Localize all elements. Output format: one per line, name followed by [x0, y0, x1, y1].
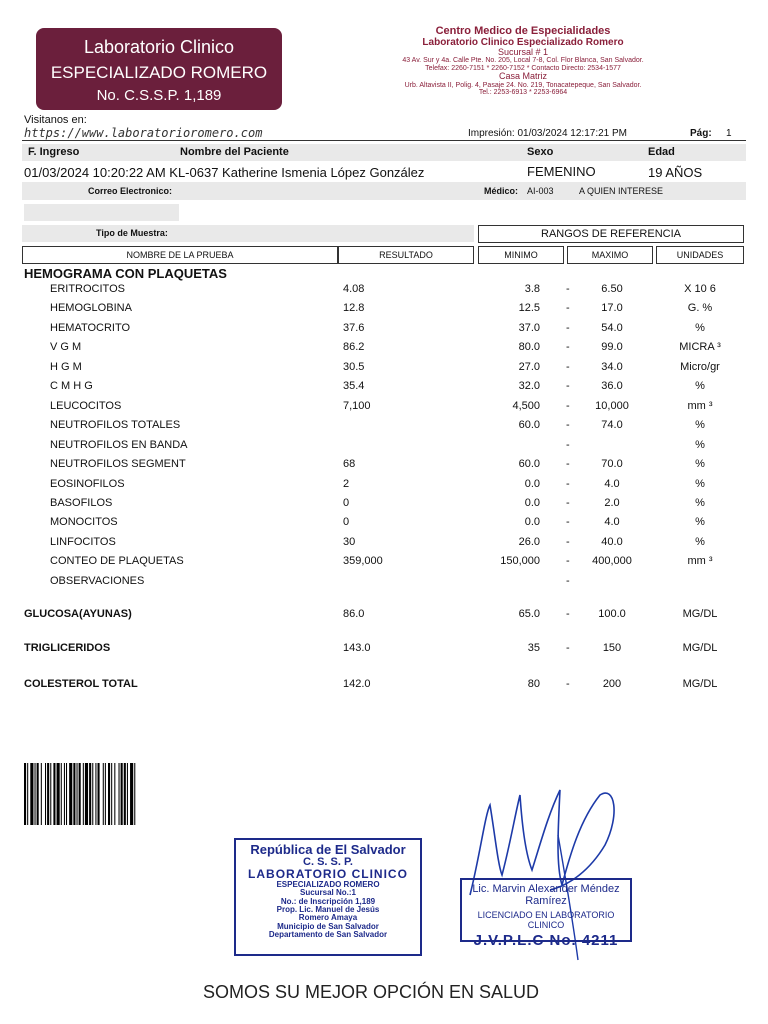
range-dash: - — [566, 555, 570, 568]
range-min: 32.0 — [518, 380, 540, 393]
ingreso-label: F. Ingreso — [28, 146, 80, 158]
website-link[interactable]: https://www.laboratorioromero.com — [24, 126, 263, 140]
test-unit: Micro/gr — [680, 360, 720, 373]
test-result: 4.08 — [343, 283, 365, 295]
range-min: 27.0 — [518, 360, 540, 373]
range-max: 150 — [602, 642, 622, 654]
range-dash: - — [566, 341, 570, 354]
test-unit: % — [695, 419, 705, 432]
test-name: CONTEO DE PLAQUETAS — [50, 555, 184, 568]
barcode-bar — [50, 763, 51, 825]
test-unit: % — [695, 516, 705, 529]
test-name: HEMATOCRITO — [50, 321, 131, 334]
range-dash: - — [566, 302, 570, 315]
visit-label: Visitanos en: — [24, 114, 87, 126]
range-dash: - — [566, 321, 570, 334]
test-result: 30.5 — [343, 360, 365, 373]
reference-ranges-header: RANGOS DE REFERENCIA — [478, 225, 744, 243]
test-name: C M H G — [50, 380, 93, 393]
col-units: UNIDADES — [656, 246, 744, 264]
range-dash: - — [566, 438, 570, 451]
range-min: 80 — [527, 678, 540, 690]
test-name: LINFOCITOS — [50, 535, 116, 548]
footer-slogan: SOMOS SU MEJOR OPCIÓN EN SALUD — [202, 982, 540, 1002]
test-unit: % — [695, 458, 705, 471]
range-dash: - — [566, 642, 570, 654]
test-name: BASOFILOS — [50, 496, 113, 509]
barcode-bar — [53, 763, 55, 825]
range-max: 200 — [602, 678, 622, 690]
test-result: 143.0 — [343, 642, 371, 654]
nombre-label: Nombre del Paciente — [180, 146, 289, 158]
test-unit: % — [695, 380, 705, 393]
col-test-name: NOMBRE DE LA PRUEBA — [22, 246, 338, 264]
table-row — [0, 575, 768, 593]
license-number: J.V.P.L.C No. 4211 — [473, 932, 619, 949]
test-result: 86.2 — [343, 341, 365, 354]
test-result: 0 — [343, 496, 350, 509]
barcode-bar — [77, 763, 78, 825]
logo-line-3: No. C.S.S.P. 1,189 — [96, 87, 222, 104]
table-row — [0, 516, 768, 534]
barcode-bar — [105, 763, 106, 825]
range-max: 4.0 — [604, 516, 620, 529]
range-dash: - — [566, 360, 570, 373]
test-result: 142.0 — [343, 678, 371, 690]
email-label: Correo Electronico: — [88, 186, 173, 196]
sexo-label: Sexo — [527, 146, 554, 158]
barcode-bar — [124, 763, 126, 825]
range-max: 40.0 — [601, 535, 623, 548]
range-dash: - — [566, 283, 570, 295]
barcode-bar — [35, 763, 36, 825]
barcode-bar — [41, 763, 42, 825]
test-unit: X 10 6 — [684, 283, 716, 295]
range-dash: - — [566, 535, 570, 548]
barcode-bar — [45, 763, 46, 825]
range-dash: - — [566, 516, 570, 529]
range-min: 0.0 — [524, 477, 540, 490]
blank-field — [24, 204, 179, 221]
test-unit: % — [695, 477, 705, 490]
test-unit: MG/DL — [682, 642, 718, 654]
logo-line-2: ESPECIALIZADO ROMERO — [50, 63, 268, 82]
range-dash: - — [566, 574, 570, 587]
barcode-bar — [95, 763, 96, 825]
test-name: NEUTROFILOS TOTALES — [50, 419, 181, 432]
test-name: NEUTROFILOS EN BANDA — [50, 438, 188, 451]
test-result: 37.6 — [343, 321, 365, 334]
test-result: 2 — [343, 477, 350, 490]
branch-address: 43 Av. Sur y 4a. Calle Pte. No. 205, Local 7-8, Col. Flor Blanca, San Salvador. — [402, 57, 644, 65]
range-min: 3.8 — [524, 283, 540, 295]
barcode-bar — [27, 763, 28, 825]
range-max: 17.0 — [601, 302, 623, 315]
range-dash: - — [566, 419, 570, 432]
stamp-line-6: No.: de Inscripción 1,189 — [280, 896, 376, 906]
test-name: NEUTROFILOS SEGMENT — [50, 458, 186, 471]
range-dash: - — [566, 380, 570, 393]
barcode-bar — [119, 763, 120, 825]
edad-label: Edad — [648, 146, 675, 158]
patient-sex: FEMENINO — [527, 164, 596, 179]
barcode-bar — [85, 763, 88, 825]
test-result: 12.8 — [343, 302, 365, 315]
license-title: LICENCIADO EN LABORATORIO CLINICO — [477, 910, 615, 930]
test-unit: G. % — [687, 302, 713, 315]
test-name: EOSINOFILOS — [50, 477, 125, 490]
test-result: 68 — [343, 458, 356, 471]
range-max: 10,000 — [595, 399, 629, 412]
table-row — [0, 536, 768, 554]
range-max: 74.0 — [601, 419, 623, 432]
table-row — [0, 678, 768, 696]
barcode-bar — [24, 763, 26, 825]
test-unit: % — [695, 438, 705, 451]
test-result: 30 — [343, 535, 356, 548]
barcode-bar — [89, 763, 91, 825]
range-max: 34.0 — [601, 360, 623, 373]
test-name: H G M — [50, 360, 82, 373]
table-row — [0, 439, 768, 457]
lab-stamp — [234, 838, 422, 956]
table-row — [0, 361, 768, 379]
test-name: GLUCOSA(AYUNAS) — [24, 608, 132, 620]
test-unit: MICRA ³ — [679, 341, 721, 354]
range-max: 36.0 — [601, 380, 623, 393]
center-info — [318, 26, 728, 96]
stamp-line-1: República de El Salvador — [250, 842, 406, 857]
stamp-line-4: ESPECIALIZADO ROMERO — [276, 879, 380, 889]
barcode-bar — [114, 763, 115, 825]
barcode — [24, 763, 224, 825]
range-max: 400,000 — [592, 555, 632, 568]
col-max: MAXIMO — [567, 246, 653, 264]
test-unit: mm ³ — [687, 399, 713, 412]
table-row — [0, 555, 768, 573]
barcode-bar — [98, 763, 100, 825]
sample-type-label: Tipo de Muestra: — [96, 228, 168, 238]
barcode-bar — [111, 763, 112, 825]
license-stamp — [460, 878, 632, 949]
col-min: MINIMO — [478, 246, 564, 264]
range-max: 2.0 — [604, 496, 620, 509]
barcode-bar — [83, 763, 84, 825]
page-number: 1 — [726, 128, 732, 139]
center-title: Centro Medico de Especialidades — [435, 25, 611, 37]
medico-name: A QUIEN INTERESE — [579, 186, 664, 196]
range-min: 4,500 — [512, 399, 540, 412]
license-name: Lic. Marvin Alexander Méndez Ramírez — [472, 883, 620, 907]
test-name: MONOCITOS — [50, 516, 118, 529]
page-label: Pág: — [690, 128, 712, 139]
print-timestamp: Impresión: 01/03/2024 12:17:21 PM — [468, 128, 627, 139]
test-name: TRIGLICERIDOS — [24, 642, 111, 654]
range-max: 100.0 — [598, 608, 626, 620]
test-result: 35.4 — [343, 380, 365, 393]
test-unit: % — [695, 496, 705, 509]
range-dash: - — [566, 608, 570, 620]
range-max: 54.0 — [601, 321, 623, 334]
barcode-bar — [66, 763, 67, 825]
table-row — [0, 302, 768, 320]
sample-band — [22, 225, 474, 242]
barcode-bar — [134, 763, 135, 825]
table-row — [0, 341, 768, 359]
barcode-bar — [108, 763, 110, 825]
table-row — [0, 400, 768, 418]
barcode-bar — [127, 763, 128, 825]
test-unit: mm ³ — [687, 555, 713, 568]
col-result: RESULTADO — [338, 246, 474, 264]
barcode-bar — [30, 763, 33, 825]
barcode-bar — [64, 763, 65, 825]
range-min: 35 — [527, 642, 540, 654]
stamp-line-5: Sucursal No.:1 — [299, 888, 356, 898]
test-result: 359,000 — [343, 555, 383, 568]
table-row — [0, 497, 768, 515]
stamp-line-8: Romero Amaya — [298, 913, 358, 923]
main-address: Urb. Altavista II, Polig. 4, Pasaje 24. No. 219, Tonacatepeque, San Salvador. — [404, 81, 642, 89]
range-min: 60.0 — [518, 419, 540, 432]
medico-label: Médico: — [484, 186, 519, 196]
range-dash: - — [566, 477, 570, 490]
table-row — [0, 380, 768, 398]
range-max: 4.0 — [604, 477, 620, 490]
range-min: 60.0 — [518, 458, 540, 471]
table-row — [0, 608, 768, 626]
range-min: 65.0 — [518, 608, 540, 620]
branch-phones: Telefax: 2260-7151 * 2260-7152 * Contacto Directo: 2534-1577 — [425, 64, 621, 72]
stamp-line-10: Departamento de San Salvador — [268, 930, 388, 940]
table-row — [0, 642, 768, 660]
stamp-line-2: C. S. S. P. — [303, 855, 353, 868]
test-unit: MG/DL — [682, 678, 718, 690]
table-row — [0, 322, 768, 340]
branch: Sucursal # 1 — [497, 47, 549, 58]
barcode-bar — [37, 763, 39, 825]
range-dash: - — [566, 678, 570, 690]
test-result: 0 — [343, 516, 350, 529]
range-min: 26.0 — [518, 535, 540, 548]
range-max: 6.50 — [601, 283, 623, 295]
barcode-bar — [61, 763, 62, 825]
range-dash: - — [566, 458, 570, 471]
test-result: 7,100 — [343, 399, 371, 412]
patient-header-band — [22, 144, 746, 161]
barcode-bar — [47, 763, 49, 825]
range-min: 80.0 — [518, 341, 540, 354]
table-row — [0, 283, 768, 301]
main-house: Casa Matriz — [498, 71, 547, 82]
divider — [22, 140, 746, 141]
stamp-line-3: LABORATORIO CLINICO — [248, 867, 408, 882]
range-min: 150,000 — [500, 555, 540, 568]
barcode-bar — [73, 763, 75, 825]
range-min: 0.0 — [524, 496, 540, 509]
main-phones: Tel.: 2253-6913 * 2253-6964 — [478, 88, 568, 96]
range-min: 12.5 — [518, 302, 540, 315]
range-min: 0.0 — [524, 516, 540, 529]
barcode-bar — [121, 763, 123, 825]
logo-line-1: Laboratorio Clinico — [83, 37, 235, 57]
table-row — [0, 458, 768, 476]
range-min: 37.0 — [518, 321, 540, 334]
section-title: HEMOGRAMA CON PLAQUETAS — [24, 266, 227, 281]
test-name: HEMOGLOBINA — [50, 302, 132, 315]
test-name: V G M — [50, 341, 82, 354]
barcode-bar — [103, 763, 104, 825]
stamp-line-9: Municipio de San Salvador — [277, 921, 379, 931]
range-max: 99.0 — [601, 341, 623, 354]
barcode-bar — [130, 763, 133, 825]
range-dash: - — [566, 399, 570, 412]
table-row — [0, 419, 768, 437]
lab-name: Laboratorio Clinico Especializado Romero — [422, 36, 624, 48]
test-name: LEUCOCITOS — [50, 399, 122, 412]
test-unit: % — [695, 535, 705, 548]
stamp-line-7: Prop. Lic. Manuel de Jesús — [276, 904, 380, 914]
lab-logo — [36, 28, 282, 110]
medico-code: AI-003 — [527, 186, 554, 196]
barcode-bar — [92, 763, 93, 825]
test-name: COLESTEROL TOTAL — [24, 678, 138, 690]
range-max: 70.0 — [601, 458, 623, 471]
barcode-bar — [57, 763, 60, 825]
test-unit: % — [695, 321, 705, 334]
range-dash: - — [566, 496, 570, 509]
barcode-bar — [69, 763, 72, 825]
test-unit: MG/DL — [682, 608, 718, 620]
table-row — [0, 478, 768, 496]
test-result: 86.0 — [343, 608, 365, 620]
patient-age: 19 AÑOS — [648, 165, 703, 180]
test-name: OBSERVACIONES — [50, 574, 145, 587]
test-name: ERITROCITOS — [50, 283, 125, 295]
patient-info: 01/03/2024 10:20:22 AM KL-0637 Katherine Ismenia López González — [24, 165, 425, 180]
barcode-bar — [79, 763, 81, 825]
